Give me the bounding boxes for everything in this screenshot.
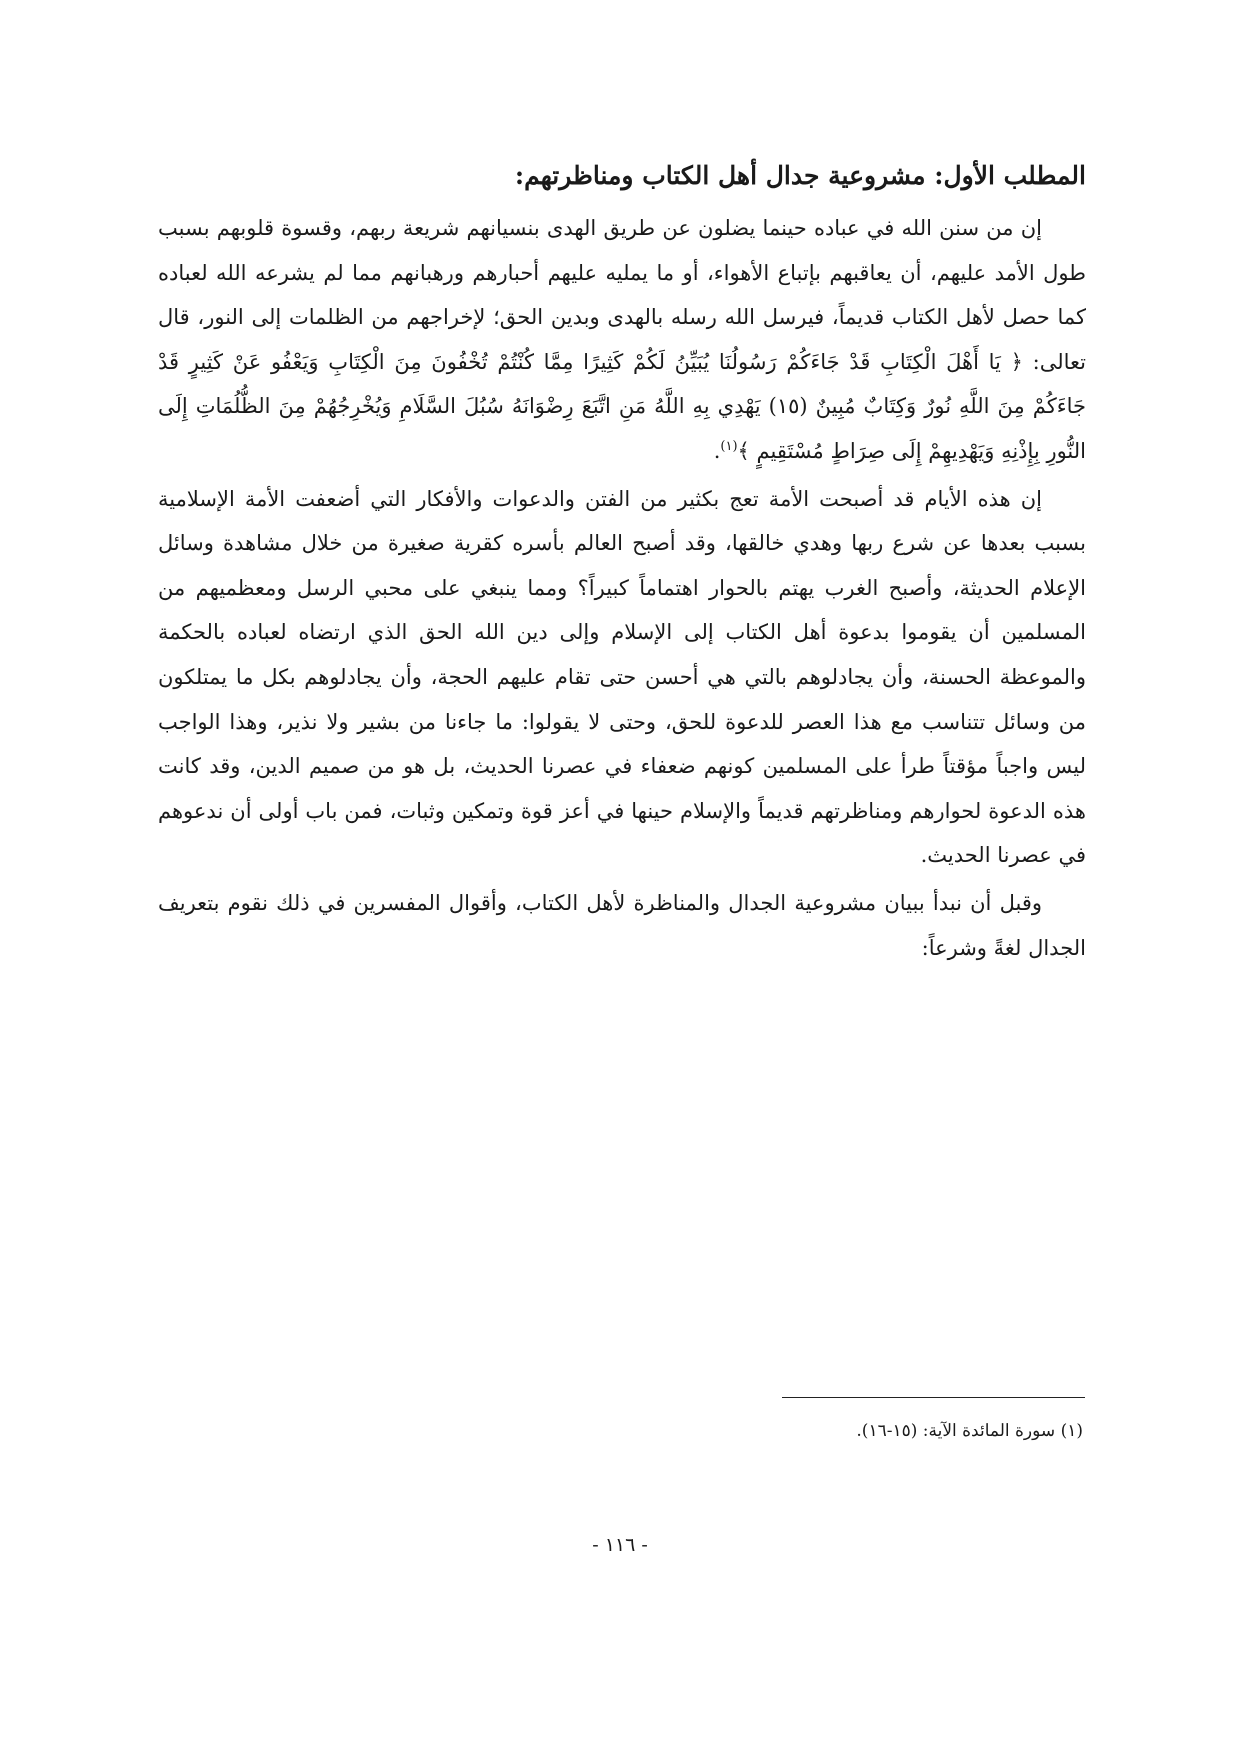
paragraph-2: إن هذه الأيام قد أصبحت الأمة تعج بكثير من الفتن والدعوات والأفكار التي أضعفت الأمة الإسلامية بسبب بعدها عن شرع ربها وهدي خالقها، وقد أصبح العالم بأسره كقرية صغيرة من خلال مشاهدة وسائل الإعلام الحديثة، وأصبح الغرب يهتم بالحوار اهتماماً كبيراً؟ ومما ينبغي على محبي الرسل ومعظميهم من المسلمين أن يقوموا بدعوة أهل الكتاب إلى الإسلام وإلى دين الله الحق الذي ارتضاه لعباده بالحكمة والموعظة الحسنة، وأن يجادلوهم بالتي هي أحسن حتى تقام عليهم الحجة، وأن يجادلوهم بكل ما يمتلكون من وسائل تتناسب مع هذا العصر للدعوة للحق، وحتى لا يقولوا: ما جاءنا من بشير ولا نذير، وهذا الواجب ليس واجباً مؤقتاً طرأ على المسلمين كونهم ضعفاء في عصرنا الحديث، بل هو من صميم الدين، وقد كانت هذه الدعوة لحوارهم ومناظرتهم قديماً والإسلام حينها في أعز قوة وتمكين وثبات، فمن باب أولى أن ندعوهم في عصرنا الحديث. [158,486,1086,868]
paragraph-3: وقبل أن نبدأ ببيان مشروعية الجدال والمناظرة لأهل الكتاب، وأقوال المفسرين في ذلك نقوم بتعريف الجدال لغةً وشرعاً: [158,890,1086,960]
footnote-divider [782,1397,1085,1398]
footnote-text: (١) سورة المائدة الآية: (١٥-١٦). [856,1421,1083,1441]
footnote-reference[interactable]: (١) [720,438,738,454]
paragraph-1-end: . [713,438,721,463]
main-content [158,150,1086,973]
section-heading: المطلب الأول: مشروعية جدال أهل الكتاب ومناظرتهم: [514,161,1086,190]
quran-verse: ﴿ يَا أَهْلَ الْكِتَابِ قَدْ جَاءَكُمْ رَسُولُنَا يُبَيِّنُ لَكُمْ كَثِيرًا مِمَّا كُنْتُمْ تُخْفُونَ مِنَ الْكِتَابِ وَيَعْفُو عَنْ كَثِيرٍ قَدْ جَاءَكُمْ مِنَ اللَّهِ نُورٌ وَكِتَابٌ مُبِينٌ (١٥) يَهْدِي بِهِ اللَّهُ مَنِ اتَّبَعَ رِضْوَانَهُ سُبُلَ السَّلَامِ وَيُخْرِجُهُمْ مِنَ الظُّلُمَاتِ إِلَى النُّورِ بِإِذْنِهِ وَيَهْدِيهِمْ إِلَى صِرَاطٍ مُسْتَقِيمٍ ﴾ [158,349,1086,463]
paragraph-1-text: إن من سنن الله في عباده حينما يضلون عن طريق الهدى بنسيانهم شريعة ربهم، وقسوة قلوبهم بسبب طول الأمد عليهم، أن يعاقبهم بإتباع الأهواء، أو ما يمليه عليهم أحبارهم ورهبانهم مما لم يشرعه الله لعباده كما حصل لأهل الكتاب قديماً، فيرسل الله رسله بالهدى وبدين الحق؛ لإخراجهم من الظلمات إلى النور، قال تعالى: [158,216,1086,374]
page-number: - ١١٦ - [592,1534,648,1556]
paragraph-1 [158,206,1086,474]
